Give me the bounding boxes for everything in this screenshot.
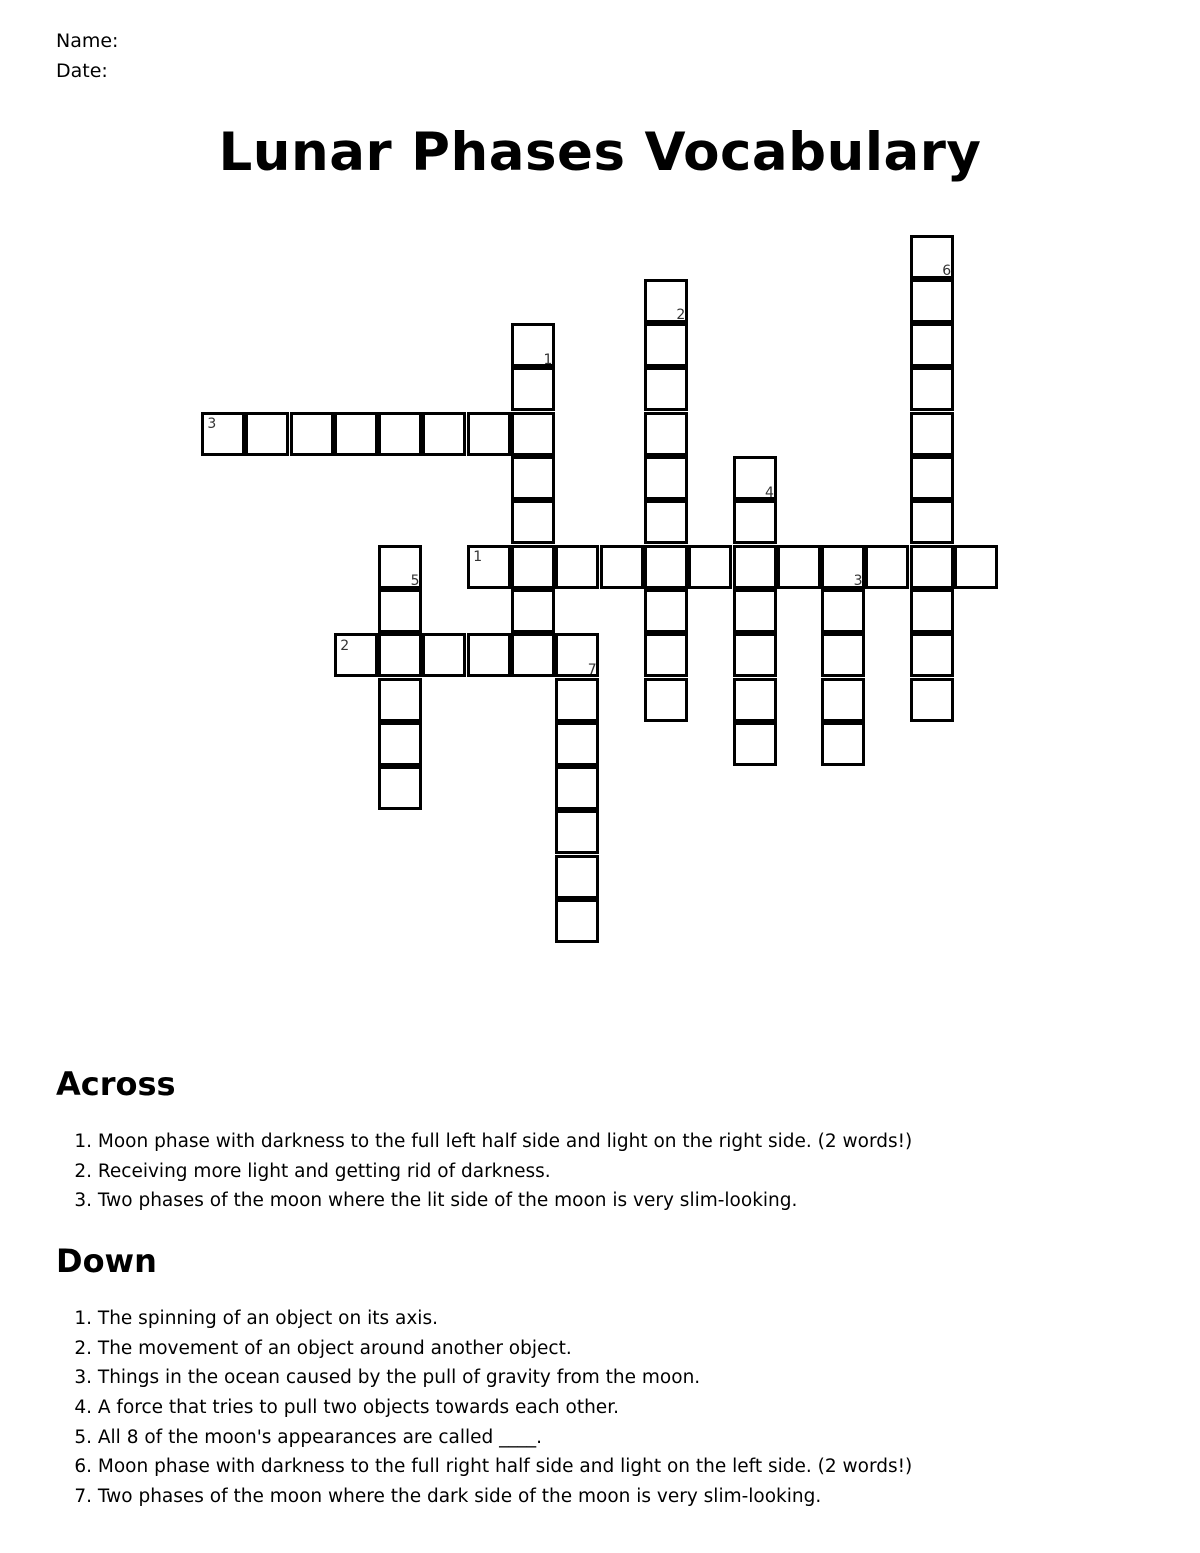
across-clue-list: [56, 1127, 912, 1216]
crossword-cell[interactable]: [378, 545, 422, 589]
crossword-cell[interactable]: [555, 545, 599, 589]
across-heading: Across: [56, 1065, 176, 1103]
clue-text: Moon phase with darkness to the full right half side and light on the left side. (2 words!): [97, 1456, 913, 1478]
crossword-cell[interactable]: [910, 633, 954, 677]
clue-text: Receiving more light and getting rid of darkness.: [97, 1160, 551, 1182]
page-title: Lunar Phases Vocabulary: [218, 122, 982, 183]
crossword-cell[interactable]: [422, 412, 466, 456]
clue-number-label: 1: [543, 351, 553, 368]
crossword-cell[interactable]: [733, 589, 777, 633]
clue-text: Two phases of the moon where the dark side of the moon is very slim-looking.: [97, 1486, 822, 1508]
crossword-cell[interactable]: [910, 545, 954, 589]
crossword-cell[interactable]: [954, 545, 998, 589]
crossword-cell[interactable]: [378, 678, 422, 722]
crossword-cell[interactable]: [644, 279, 688, 323]
crossword-cell[interactable]: [644, 589, 688, 633]
crossword-cell[interactable]: [821, 633, 865, 677]
crossword-cell[interactable]: [245, 412, 289, 456]
crossword-cell[interactable]: [644, 367, 688, 411]
down-clue: [56, 1423, 912, 1453]
crossword-cell[interactable]: [290, 412, 334, 456]
clue-number: 5.: [74, 1426, 92, 1448]
crossword-cell[interactable]: [511, 589, 555, 633]
clue-number: 6.: [74, 1456, 92, 1478]
down-clue: [56, 1334, 912, 1364]
clue-number-label: 4: [765, 484, 774, 501]
down-clue: [56, 1304, 912, 1334]
crossword-cell[interactable]: [511, 633, 555, 677]
crossword-cell[interactable]: [733, 633, 777, 677]
name-field[interactable]: [56, 30, 118, 52]
down-clue-list: [56, 1304, 912, 1512]
down-clue: [56, 1452, 912, 1482]
crossword-cell[interactable]: [733, 456, 777, 500]
crossword-cell[interactable]: [733, 722, 777, 766]
down-clue: [56, 1363, 912, 1393]
crossword-cell[interactable]: [733, 500, 777, 544]
crossword-cell[interactable]: [910, 456, 954, 500]
crossword-cell[interactable]: [555, 810, 599, 854]
name-label: Name:: [56, 30, 119, 52]
crossword-cell[interactable]: [644, 678, 688, 722]
clue-number-label: 5: [410, 573, 420, 590]
crossword-cell[interactable]: [378, 633, 422, 677]
crossword-cell[interactable]: [511, 545, 555, 589]
clue-number-label: 3: [207, 416, 217, 433]
crossword-cell[interactable]: [910, 323, 954, 367]
crossword-cell[interactable]: [511, 367, 555, 411]
crossword-cell[interactable]: [334, 633, 378, 677]
crossword-cell[interactable]: [378, 589, 422, 633]
crossword-cell[interactable]: [821, 545, 865, 589]
clue-text: A force that tries to pull two objects towards each other.: [97, 1397, 619, 1419]
crossword-cell[interactable]: [910, 412, 954, 456]
crossword-cell[interactable]: [910, 235, 954, 279]
crossword-cell[interactable]: [644, 323, 688, 367]
crossword-cell[interactable]: [555, 899, 599, 943]
clue-text: Moon phase with darkness to the full left half side and light on the right side. (2 words!): [97, 1131, 913, 1152]
crossword-cell[interactable]: [644, 545, 688, 589]
crossword-cell[interactable]: [733, 545, 777, 589]
clue-number-label: 2: [340, 637, 350, 654]
crossword-cell[interactable]: [555, 722, 599, 766]
clue-number: 4.: [74, 1397, 92, 1419]
crossword-cell[interactable]: [378, 722, 422, 766]
clue-number-label: 1: [473, 549, 483, 566]
crossword-cell[interactable]: [511, 456, 555, 500]
date-label: Date:: [56, 60, 108, 82]
crossword-cell[interactable]: [555, 633, 599, 677]
crossword-cell[interactable]: [467, 545, 511, 589]
crossword-cell[interactable]: [910, 500, 954, 544]
clue-number: 1.: [74, 1308, 92, 1329]
crossword-cell[interactable]: [201, 412, 245, 456]
down-clue: [56, 1393, 912, 1423]
crossword-cell[interactable]: [733, 678, 777, 722]
crossword-cell[interactable]: [467, 412, 511, 456]
clue-text: All 8 of the moon's appearances are called ____.: [97, 1426, 543, 1448]
across-clue: [56, 1186, 912, 1216]
crossword-cell[interactable]: [910, 279, 954, 323]
across-clue: [56, 1127, 912, 1157]
crossword-cell[interactable]: [644, 456, 688, 500]
crossword-cell[interactable]: [821, 722, 865, 766]
down-clue: [56, 1482, 912, 1512]
crossword-cell[interactable]: [555, 766, 599, 810]
crossword-cell[interactable]: [511, 500, 555, 544]
crossword-cell[interactable]: [467, 633, 511, 677]
crossword-cell[interactable]: [644, 500, 688, 544]
crossword-cell[interactable]: [555, 855, 599, 899]
crossword-cell[interactable]: [378, 766, 422, 810]
clue-number-label: 7: [587, 661, 597, 678]
clue-number-label: 2: [676, 307, 686, 324]
clue-text: The movement of an object around another object.: [97, 1337, 572, 1359]
clue-number: 3.: [74, 1367, 92, 1389]
clue-text: Things in the ocean caused by the pull of gravity from the moon.: [97, 1367, 701, 1389]
crossword-cell[interactable]: [821, 678, 865, 722]
crossword-cell[interactable]: [910, 678, 954, 722]
crossword-cell[interactable]: [865, 545, 909, 589]
crossword-cell[interactable]: [511, 323, 555, 367]
down-heading: Down: [56, 1242, 157, 1280]
clue-number-label: 3: [853, 573, 863, 590]
crossword-cell[interactable]: [334, 412, 378, 456]
crossword-cell[interactable]: [821, 589, 865, 633]
clue-number: 7.: [74, 1486, 92, 1508]
clue-number: 2.: [74, 1160, 92, 1182]
crossword-cell[interactable]: [910, 589, 954, 633]
across-clue: [56, 1157, 912, 1187]
crossword-cell[interactable]: [511, 412, 555, 456]
crossword-cell[interactable]: [910, 367, 954, 411]
crossword-cell[interactable]: [644, 412, 688, 456]
clue-number: 3.: [74, 1190, 92, 1212]
clue-number: 2.: [74, 1337, 92, 1359]
clue-number: 1.: [74, 1131, 92, 1152]
clue-number-label: 6: [942, 263, 952, 279]
crossword-cell[interactable]: [644, 633, 688, 677]
date-field[interactable]: [56, 60, 108, 82]
crossword-cell[interactable]: [378, 412, 422, 456]
crossword-cell[interactable]: [555, 678, 599, 722]
clue-text: The spinning of an object on its axis.: [97, 1308, 438, 1329]
crossword-cell[interactable]: [600, 545, 644, 589]
crossword-cell[interactable]: [777, 545, 821, 589]
clue-text: Two phases of the moon where the lit side of the moon is very slim-looking.: [97, 1190, 798, 1212]
crossword-cell[interactable]: [688, 545, 732, 589]
crossword-cell[interactable]: [422, 633, 466, 677]
